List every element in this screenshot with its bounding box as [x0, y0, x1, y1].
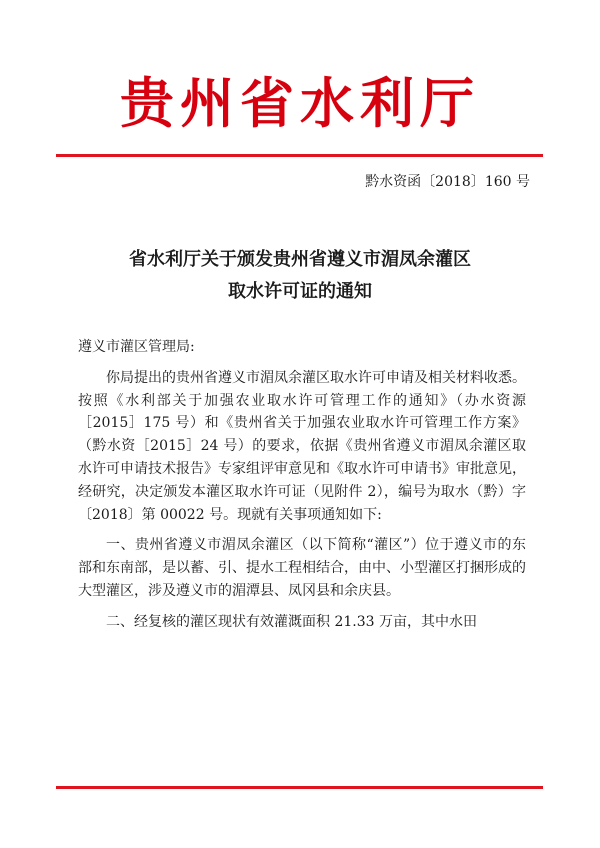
paragraph-1: 你局提出的贵州省遵义市湄凤余灌区取水许可申请及相关材料收悉。按照《水利部关于加强农业取水许可管理工作的通知》（办水资源［2015］175 号）和《贵州省关于加强农业取水许可管理工作方案》（黔水资［2015］24 号）的要求，依据《贵州省遵义市湄凤余灌区取水许可申请技术报告》专家组评审意见和《取水许可申请书》审批意见，经研究，决定颁发本灌区取水许可证（见附件 2），编号为取水（黔）字〔2018〕第 00022 号。现就有关事项通知如下: [78, 369, 526, 523]
footer-divider [56, 786, 543, 789]
header-divider [56, 154, 543, 157]
document-title [0, 244, 600, 308]
document-body [78, 336, 526, 642]
title-line-2: 取水许可证的通知 [228, 281, 372, 302]
paragraph-2: 一、贵州省遵义市湄凤余灌区（以下简称“灌区”）位于遵义市的东部和东南部，是以蓄、引、提水工程相结合，由中、小型灌区打捆形成的大型灌区，涉及遵义市的湄潭县、凤冈县和余庆县。 [78, 537, 526, 599]
salutation: 遵义市灌区管理局: [78, 339, 195, 355]
document-number: 黔水资函〔2018〕160 号 [365, 174, 530, 190]
paragraph-3: 二、经复核的灌区现状有效灌溉面积 21.33 万亩，其中水田 [106, 613, 477, 630]
organization-header: 贵州省水利厅 [120, 71, 480, 135]
title-line-1: 省水利厅关于颁发贵州省遵义市湄凤余灌区 [129, 249, 471, 270]
